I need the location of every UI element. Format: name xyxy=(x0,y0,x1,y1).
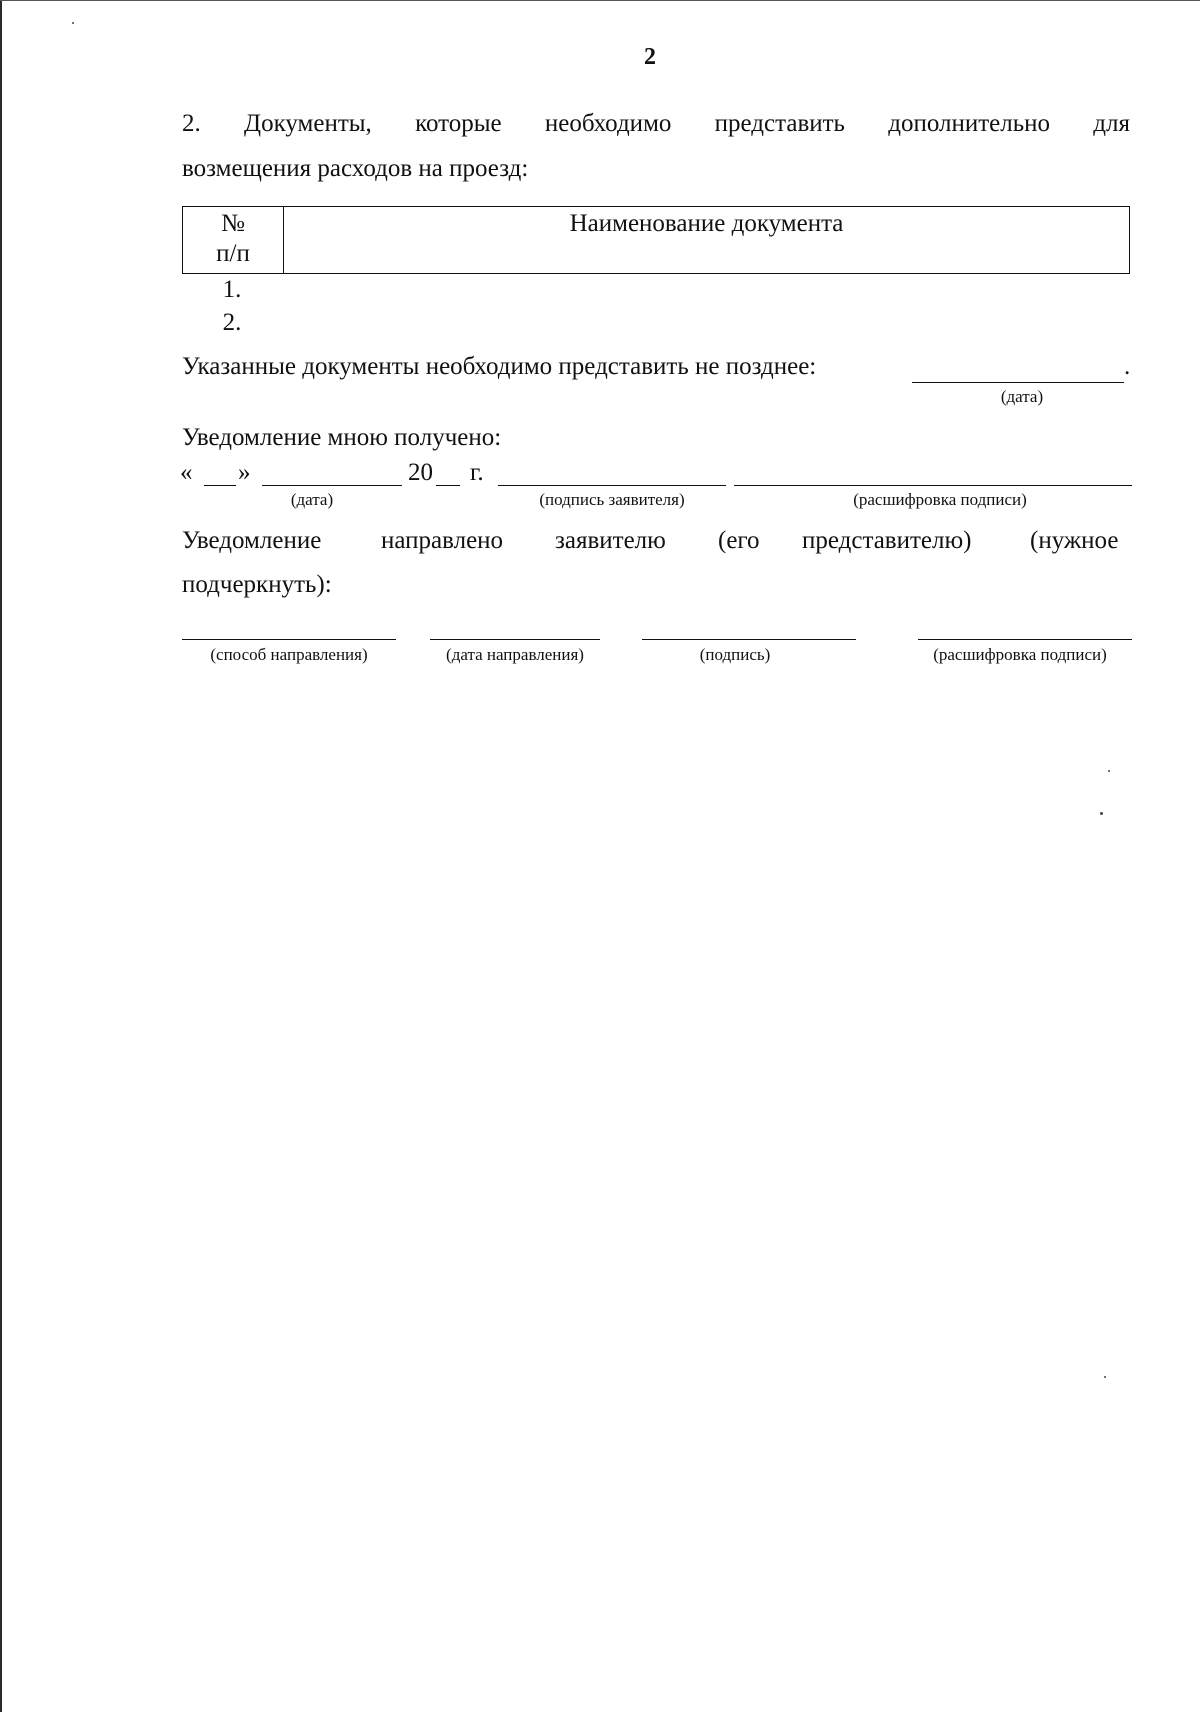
deadline-end-dot: . xyxy=(1124,353,1131,380)
receipt-quote-open: « xyxy=(180,459,193,486)
sent-date-caption: (дата направления) xyxy=(446,645,584,664)
receipt-year-suffix: г. xyxy=(470,459,484,486)
receipt-signature-line xyxy=(498,485,726,486)
sent-method-line xyxy=(182,639,396,640)
table-header-name: Наименование документа xyxy=(284,207,1130,274)
sent-signature-line xyxy=(642,639,856,640)
section-heading-line2: возмещения расходов на проезд: xyxy=(182,155,529,182)
sent-word: направлено xyxy=(381,527,504,554)
sent-decoding-line xyxy=(918,639,1132,640)
scan-speck xyxy=(72,22,74,24)
scan-speck xyxy=(1108,770,1110,772)
sent-word: Уведомление xyxy=(182,527,322,554)
table-row-number: 2. xyxy=(222,309,242,336)
sent-decoding-caption: (расшифровка подписи) xyxy=(933,645,1107,664)
sent-signature-caption: (подпись) xyxy=(699,645,771,664)
scan-speck xyxy=(1100,812,1103,815)
page-left-edge xyxy=(0,0,2,1712)
scan-speck xyxy=(1104,1376,1106,1378)
table-row-number: 1. xyxy=(222,276,242,303)
deadline-date-caption: (дата) xyxy=(1000,387,1044,406)
receipt-year-line xyxy=(436,485,460,486)
sent-line2: подчеркнуть): xyxy=(182,571,332,598)
documents-table xyxy=(182,206,1130,274)
sent-word: представителю) xyxy=(802,527,972,554)
receipt-signature-caption: (подпись заявителя) xyxy=(539,490,685,509)
receipt-date-caption: (дата) xyxy=(290,490,334,509)
page-top-edge xyxy=(0,0,1200,1)
receipt-month-line xyxy=(262,485,402,486)
receipt-day-line xyxy=(204,485,236,486)
sent-word: (нужное xyxy=(1030,527,1119,554)
sent-date-line xyxy=(430,639,600,640)
sent-word: заявителю xyxy=(555,527,666,554)
deadline-date-line xyxy=(912,382,1124,383)
receipt-text: Уведомление мною получено: xyxy=(182,424,502,451)
section-heading-line1: 2. Документы, которые необходимо представить дополнительно для xyxy=(182,110,1130,137)
sent-word: (его xyxy=(718,527,760,554)
sent-method-caption: (способ направления) xyxy=(210,645,368,664)
page-number: 2 xyxy=(644,44,656,70)
receipt-quote-close: » xyxy=(238,459,251,486)
receipt-year-prefix: 20 xyxy=(408,459,433,486)
table-header-number xyxy=(183,207,284,274)
deadline-text: Указанные документы необходимо представить не позднее: xyxy=(182,353,817,380)
header-number-abbr: п/п xyxy=(216,240,250,267)
header-number-symbol: № xyxy=(221,210,245,237)
table-header-row xyxy=(183,207,1130,274)
receipt-decoding-line xyxy=(734,485,1132,486)
receipt-decoding-caption: (расшифровка подписи) xyxy=(853,490,1027,509)
